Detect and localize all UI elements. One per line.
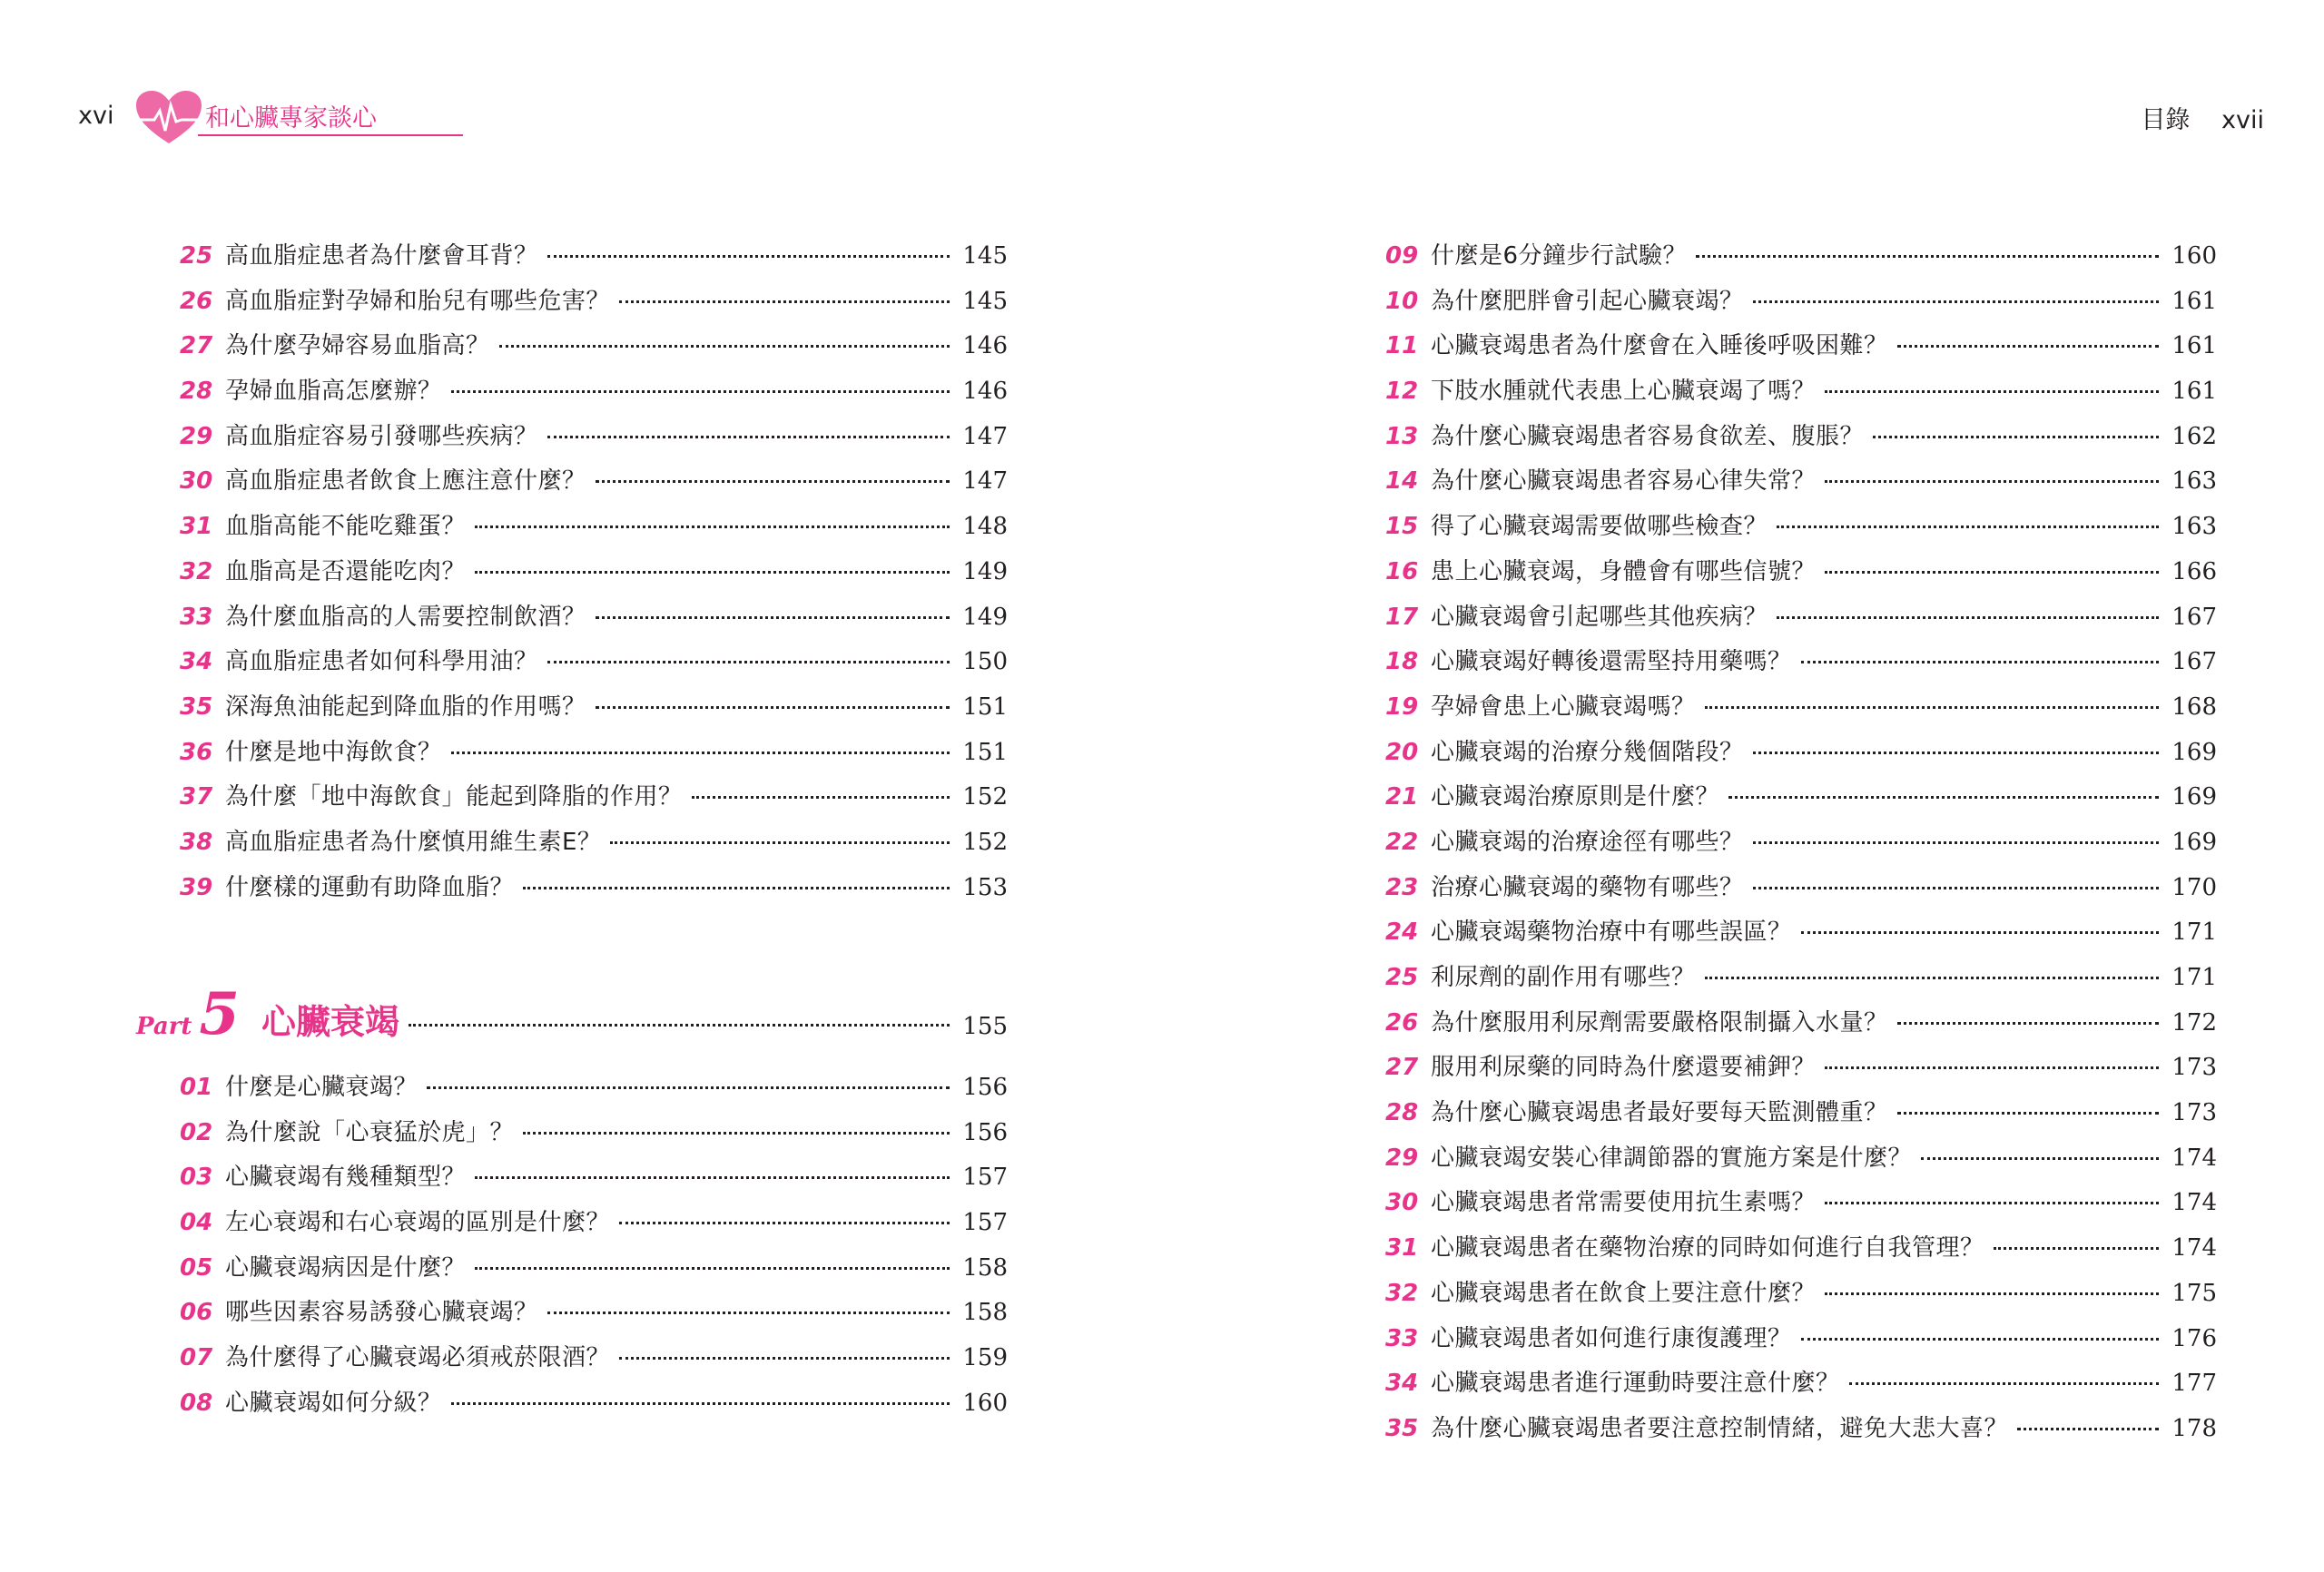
dot-leader — [1777, 616, 2159, 619]
heart-logo-icon — [134, 89, 203, 147]
toc-left-column-lower — [180, 1066, 1008, 1427]
entry-title: 高血脂症患者如何科學用油？ — [225, 648, 538, 676]
entry-number: 01 — [180, 1074, 213, 1101]
toc-entry[interactable] — [1385, 505, 2217, 550]
entry-title: 為什麼心臟衰竭患者要注意控制情緒，避免大悲大喜？ — [1431, 1414, 2009, 1442]
entry-number: 02 — [180, 1118, 213, 1146]
entry-title: 高血脂症容易引發哪些疾病？ — [225, 422, 538, 450]
dot-leader — [1753, 300, 2160, 303]
toc-entry[interactable] — [1385, 1361, 2217, 1407]
entry-number: 34 — [1385, 1370, 1419, 1398]
entry-title: 血脂高能不能吃雞蛋？ — [225, 513, 467, 541]
entry-page-number: 169 — [2171, 783, 2217, 811]
entry-number: 05 — [180, 1253, 213, 1282]
dot-leader — [619, 1222, 950, 1224]
dot-leader — [1801, 931, 2160, 934]
entry-page-number: 145 — [962, 287, 1008, 315]
entry-number: 09 — [1385, 242, 1419, 270]
toc-entry[interactable] — [1385, 459, 2217, 505]
entry-page-number: 146 — [962, 332, 1008, 360]
page-number-left: xvi — [78, 102, 114, 130]
entry-title: 高血脂症患者飲食上應注意什麼？ — [225, 467, 586, 496]
toc-entry[interactable] — [180, 1381, 1008, 1427]
toc-entry[interactable] — [1385, 1407, 2217, 1452]
entry-number: 24 — [1385, 919, 1419, 947]
entry-number: 27 — [1385, 1054, 1419, 1082]
entry-number: 16 — [1385, 557, 1419, 585]
entry-page-number: 166 — [2171, 557, 2217, 585]
toc-entry[interactable] — [180, 234, 1008, 280]
dot-leader — [547, 1312, 950, 1314]
dot-leader — [1825, 390, 2159, 393]
entry-number: 26 — [180, 287, 213, 315]
entry-number: 33 — [180, 603, 213, 631]
entry-number: 32 — [180, 557, 213, 585]
toc-entry[interactable] — [180, 1111, 1008, 1156]
entry-title: 孕婦血脂高怎麼辦？ — [225, 378, 442, 406]
dot-leader — [619, 1357, 950, 1360]
entry-number: 30 — [180, 467, 213, 496]
entry-page-number: 156 — [962, 1074, 1008, 1101]
toc-entry[interactable] — [180, 640, 1008, 685]
dot-leader — [547, 255, 950, 258]
toc-entry[interactable] — [1385, 324, 2217, 369]
entry-number: 25 — [1385, 964, 1419, 991]
entry-title: 心臟衰竭如何分級？ — [225, 1389, 442, 1417]
entry-page-number: 149 — [962, 603, 1008, 631]
entry-page-number: 161 — [2171, 332, 2217, 360]
toc-entry[interactable] — [180, 731, 1008, 776]
dot-leader — [1825, 1202, 2159, 1204]
entry-page-number: 151 — [962, 693, 1008, 721]
dot-leader — [692, 796, 950, 799]
toc-entry[interactable] — [1385, 234, 2217, 280]
dot-leader — [1897, 1022, 2160, 1025]
entry-number: 14 — [1385, 467, 1419, 496]
toc-entry[interactable] — [1385, 910, 2217, 956]
entry-title: 為什麼心臟衰竭患者最好要每天監測體重？ — [1431, 1099, 1888, 1127]
toc-entry[interactable] — [1385, 415, 2217, 460]
entry-page-number: 171 — [2171, 964, 2217, 991]
entry-title: 為什麼服用利尿劑需要嚴格限制攝入水量？ — [1431, 1008, 1888, 1037]
toc-entry[interactable] — [1385, 1091, 2217, 1136]
dot-leader — [1728, 796, 2159, 799]
entry-title: 心臟衰竭的治療分幾個階段？ — [1431, 738, 1744, 766]
entry-title: 得了心臟衰竭需要做哪些檢查？ — [1431, 513, 1768, 541]
entry-number: 33 — [1385, 1324, 1419, 1352]
dot-leader — [1753, 752, 2160, 754]
entry-title: 服用利尿藥的同時為什麼還要補鉀？ — [1431, 1054, 1817, 1082]
entry-title: 利尿劑的副作用有哪些？ — [1431, 964, 1696, 991]
entry-title: 高血脂症對孕婦和胎兒有哪些危害？ — [225, 287, 611, 315]
entry-number: 26 — [1385, 1008, 1419, 1037]
entry-title: 左心衰竭和右心衰竭的區別是什麼？ — [225, 1209, 611, 1237]
entry-number: 37 — [180, 783, 213, 811]
entry-title: 心臟衰竭治療原則是什麼？ — [1431, 783, 1720, 811]
entry-number: 12 — [1385, 378, 1419, 406]
toc-entry[interactable] — [180, 685, 1008, 731]
entry-title: 血脂高是否還能吃肉？ — [225, 557, 467, 585]
dot-leader — [1825, 1292, 2159, 1295]
toc-entry[interactable] — [180, 280, 1008, 325]
part-page-number: 155 — [962, 1013, 1008, 1040]
entry-page-number: 175 — [2171, 1279, 2217, 1307]
part-number: 5 — [199, 980, 240, 1048]
dot-leader — [1696, 255, 2159, 258]
entry-title: 心臟衰竭的治療途徑有哪些？ — [1431, 828, 1744, 856]
entry-page-number: 171 — [2171, 919, 2217, 947]
entry-page-number: 169 — [2171, 828, 2217, 856]
toc-entry[interactable] — [180, 1201, 1008, 1246]
entry-number: 31 — [1385, 1234, 1419, 1263]
entry-page-number: 153 — [962, 873, 1008, 901]
entry-page-number: 167 — [2171, 648, 2217, 676]
entry-page-number: 159 — [962, 1344, 1008, 1372]
toc-entry[interactable] — [1385, 280, 2217, 325]
entry-page-number: 167 — [2171, 603, 2217, 631]
dot-leader — [451, 390, 950, 393]
toc-entry[interactable] — [180, 415, 1008, 460]
entry-title: 為什麼心臟衰竭患者容易心律失常？ — [1431, 467, 1817, 496]
dot-leader — [1897, 345, 2160, 348]
entry-page-number: 150 — [962, 648, 1008, 676]
dot-leader — [547, 661, 950, 663]
entry-page-number: 152 — [962, 783, 1008, 811]
dot-leader — [451, 1402, 950, 1405]
dot-leader — [499, 345, 950, 348]
toc-entry[interactable] — [1385, 820, 2217, 866]
entry-title: 心臟衰竭患者如何進行康復護理？ — [1431, 1324, 1792, 1352]
toc-entry[interactable] — [1385, 640, 2217, 685]
entry-title: 心臟衰竭患者在藥物治療的同時如何進行自我管理？ — [1431, 1234, 1984, 1263]
entry-title: 為什麼得了心臟衰竭必須戒菸限酒？ — [225, 1344, 611, 1372]
toc-right-column — [1385, 234, 2217, 1452]
entry-page-number: 146 — [962, 378, 1008, 406]
entry-page-number: 162 — [2171, 422, 2217, 450]
entry-title: 深海魚油能起到降血脂的作用嗎？ — [225, 693, 586, 721]
entry-number: 29 — [180, 422, 213, 450]
dot-leader — [1705, 706, 2160, 709]
entry-number: 35 — [1385, 1414, 1419, 1442]
dot-leader — [1801, 1338, 2160, 1341]
entry-title: 心臟衰竭患者在飲食上要注意什麼？ — [1431, 1279, 1817, 1307]
toc-entry[interactable] — [1385, 595, 2217, 641]
entry-title: 心臟衰竭安裝心律調節器的實施方案是什麼？ — [1431, 1144, 1913, 1172]
toc-entry[interactable] — [180, 1066, 1008, 1111]
toc-entry[interactable] — [180, 550, 1008, 595]
entry-title: 為什麼孕婦容易血脂高？ — [225, 332, 490, 360]
entry-title: 哪些因素容易誘發心臟衰竭？ — [225, 1299, 538, 1327]
toc-entry[interactable] — [180, 369, 1008, 415]
entry-number: 06 — [180, 1299, 213, 1327]
dot-leader — [1825, 1066, 2159, 1069]
entry-page-number: 172 — [2171, 1008, 2217, 1037]
toc-left-column-upper — [180, 234, 1008, 910]
entry-number: 17 — [1385, 603, 1419, 631]
toc-entry[interactable] — [1385, 1181, 2217, 1226]
entry-page-number: 160 — [962, 1389, 1008, 1417]
toc-entry[interactable] — [180, 866, 1008, 911]
entry-number: 18 — [1385, 648, 1419, 676]
dot-leader — [1777, 526, 2159, 528]
entry-number: 11 — [1385, 332, 1419, 360]
entry-title: 心臟衰竭藥物治療中有哪些誤區？ — [1431, 919, 1792, 947]
entry-number: 39 — [180, 873, 213, 901]
toc-entry[interactable] — [180, 324, 1008, 369]
entry-title: 為什麼心臟衰竭患者容易食欲差、腹脹？ — [1431, 422, 1865, 450]
entry-number: 30 — [1385, 1189, 1419, 1217]
entry-title: 什麼樣的運動有助降血脂？ — [225, 873, 515, 901]
entry-page-number: 176 — [2171, 1324, 2217, 1352]
dot-leader — [523, 887, 950, 889]
toc-entry[interactable] — [180, 459, 1008, 505]
entry-title: 患上心臟衰竭，身體會有哪些信號？ — [1431, 557, 1817, 585]
entry-number: 04 — [180, 1209, 213, 1237]
entry-page-number: 174 — [2171, 1234, 2217, 1263]
entry-number: 27 — [180, 332, 213, 360]
entry-number: 35 — [180, 693, 213, 721]
dot-leader — [1825, 571, 2159, 574]
entry-number: 07 — [180, 1344, 213, 1372]
entry-page-number: 157 — [962, 1209, 1008, 1237]
entry-number: 23 — [1385, 873, 1419, 901]
running-header-right — [2141, 100, 2264, 135]
page-number-right: xvii — [2221, 106, 2264, 134]
entry-number: 36 — [180, 738, 213, 766]
book-title: 和心臟專家談心 — [205, 104, 377, 133]
entry-page-number: 160 — [2171, 242, 2217, 270]
entry-title: 為什麼「地中海飲食」能起到降脂的作用？ — [225, 783, 683, 811]
entry-number: 20 — [1385, 738, 1419, 766]
toc-entry[interactable] — [180, 1291, 1008, 1336]
toc-entry[interactable] — [1385, 731, 2217, 776]
toc-entry[interactable] — [180, 505, 1008, 550]
dot-leader — [596, 706, 950, 709]
entry-number: 38 — [180, 828, 213, 856]
toc-entry[interactable] — [180, 775, 1008, 820]
entry-page-number: 170 — [2171, 873, 2217, 901]
entry-title: 下肢水腫就代表患上心臟衰竭了嗎？ — [1431, 378, 1817, 406]
entry-title: 心臟衰竭好轉後還需堅持用藥嗎？ — [1431, 648, 1792, 676]
entry-page-number: 152 — [962, 828, 1008, 856]
entry-page-number: 149 — [962, 557, 1008, 585]
entry-title: 為什麼肥胖會引起心臟衰竭？ — [1431, 287, 1744, 315]
entry-number: 29 — [1385, 1144, 1419, 1172]
toc-entry[interactable] — [180, 1246, 1008, 1292]
dot-leader — [475, 1267, 950, 1270]
dot-leader — [451, 752, 950, 754]
entry-number: 22 — [1385, 828, 1419, 856]
part-title: 心臟衰竭 — [261, 1002, 399, 1042]
dot-leader — [547, 436, 950, 438]
entry-number: 21 — [1385, 783, 1419, 811]
entry-page-number: 161 — [2171, 378, 2217, 406]
toc-entry[interactable] — [180, 820, 1008, 866]
entry-title: 什麼是地中海飲食？ — [225, 738, 442, 766]
entry-page-number: 174 — [2171, 1189, 2217, 1217]
dot-leader — [475, 1176, 950, 1179]
dot-leader — [1705, 977, 2160, 979]
dot-leader — [1825, 480, 2159, 483]
dot-leader — [2017, 1428, 2159, 1430]
dot-leader — [1753, 841, 2160, 844]
entry-number: 03 — [180, 1164, 213, 1192]
toc-entry[interactable] — [1385, 866, 2217, 911]
entry-page-number: 151 — [962, 738, 1008, 766]
entry-page-number: 147 — [962, 422, 1008, 450]
section-title: 目錄 — [2141, 106, 2191, 134]
dot-leader — [475, 571, 950, 574]
toc-entry[interactable] — [1385, 1317, 2217, 1362]
toc-entry[interactable] — [1385, 550, 2217, 595]
entry-number: 32 — [1385, 1279, 1419, 1307]
dot-leader — [409, 1024, 950, 1027]
entry-title: 心臟衰竭病因是什麼？ — [225, 1253, 467, 1282]
entry-number: 28 — [1385, 1099, 1419, 1127]
entry-number: 15 — [1385, 513, 1419, 541]
dot-leader — [1753, 887, 2160, 889]
part-label: Part — [136, 1013, 192, 1040]
toc-entry[interactable] — [1385, 1272, 2217, 1317]
toc-entry[interactable] — [1385, 775, 2217, 820]
entry-page-number: 147 — [962, 467, 1008, 496]
entry-page-number: 148 — [962, 513, 1008, 541]
dot-leader — [1801, 661, 2160, 663]
entry-page-number: 163 — [2171, 467, 2217, 496]
entry-number: 34 — [180, 648, 213, 676]
entry-number: 08 — [180, 1389, 213, 1417]
entry-page-number: 145 — [962, 242, 1008, 270]
toc-entry[interactable] — [1385, 1001, 2217, 1046]
toc-entry[interactable] — [1385, 1046, 2217, 1091]
part-heading[interactable] — [136, 980, 1008, 1049]
dot-leader — [1849, 1382, 2160, 1385]
entry-title: 心臟衰竭患者進行運動時要注意什麼？ — [1431, 1370, 1840, 1398]
toc-entry[interactable] — [1385, 1226, 2217, 1272]
dot-leader — [1921, 1157, 2159, 1160]
toc-entry[interactable] — [1385, 685, 2217, 731]
entry-page-number: 178 — [2171, 1414, 2217, 1442]
toc-entry[interactable] — [180, 595, 1008, 641]
dot-leader — [475, 526, 950, 528]
entry-page-number: 169 — [2171, 738, 2217, 766]
entry-page-number: 173 — [2171, 1099, 2217, 1127]
entry-page-number: 157 — [962, 1164, 1008, 1192]
entry-title: 孕婦會患上心臟衰竭嗎？ — [1431, 693, 1696, 721]
entry-number: 25 — [180, 242, 213, 270]
entry-page-number: 163 — [2171, 513, 2217, 541]
dot-leader — [1897, 1112, 2160, 1115]
dot-leader — [1994, 1247, 2160, 1250]
entry-title: 治療心臟衰竭的藥物有哪些？ — [1431, 873, 1744, 901]
dot-leader — [596, 616, 950, 619]
entry-number: 19 — [1385, 693, 1419, 721]
entry-number: 10 — [1385, 287, 1419, 315]
entry-page-number: 158 — [962, 1253, 1008, 1282]
entry-number: 28 — [180, 378, 213, 406]
dot-leader — [1873, 436, 2159, 438]
dot-leader — [427, 1086, 950, 1089]
entry-title: 心臟衰竭患者為什麼會在入睡後呼吸困難？ — [1431, 332, 1888, 360]
entry-number: 13 — [1385, 422, 1419, 450]
dot-leader — [523, 1132, 950, 1135]
entry-title: 什麼是心臟衰竭？ — [225, 1074, 419, 1101]
entry-page-number: 173 — [2171, 1054, 2217, 1082]
toc-entry[interactable] — [1385, 956, 2217, 1001]
entry-page-number: 161 — [2171, 287, 2217, 315]
entry-page-number: 156 — [962, 1118, 1008, 1146]
entry-title: 為什麼說「心衰猛於虎」？ — [225, 1118, 515, 1146]
dot-leader — [610, 841, 950, 844]
toc-entry[interactable] — [180, 1336, 1008, 1381]
entry-title: 心臟衰竭患者常需要使用抗生素嗎？ — [1431, 1189, 1817, 1217]
title-underline — [198, 134, 463, 136]
entry-title: 什麼是6分鐘步行試驗？ — [1431, 242, 1688, 270]
entry-title: 為什麼血脂高的人需要控制飲酒？ — [225, 603, 586, 631]
entry-title: 心臟衰竭會引起哪些其他疾病？ — [1431, 603, 1768, 631]
entry-page-number: 177 — [2171, 1370, 2217, 1398]
toc-entry[interactable] — [1385, 369, 2217, 415]
entry-title: 心臟衰竭有幾種類型？ — [225, 1164, 467, 1192]
entry-number: 31 — [180, 513, 213, 541]
toc-entry[interactable] — [180, 1155, 1008, 1201]
entry-title: 高血脂症患者為什麼會耳背？ — [225, 242, 538, 270]
entry-title: 高血脂症患者為什麼慎用維生素E？ — [225, 828, 602, 856]
dot-leader — [596, 480, 950, 483]
toc-entry[interactable] — [1385, 1136, 2217, 1182]
dot-leader — [619, 300, 950, 303]
entry-page-number: 168 — [2171, 693, 2217, 721]
entry-page-number: 158 — [962, 1299, 1008, 1327]
entry-page-number: 174 — [2171, 1144, 2217, 1172]
